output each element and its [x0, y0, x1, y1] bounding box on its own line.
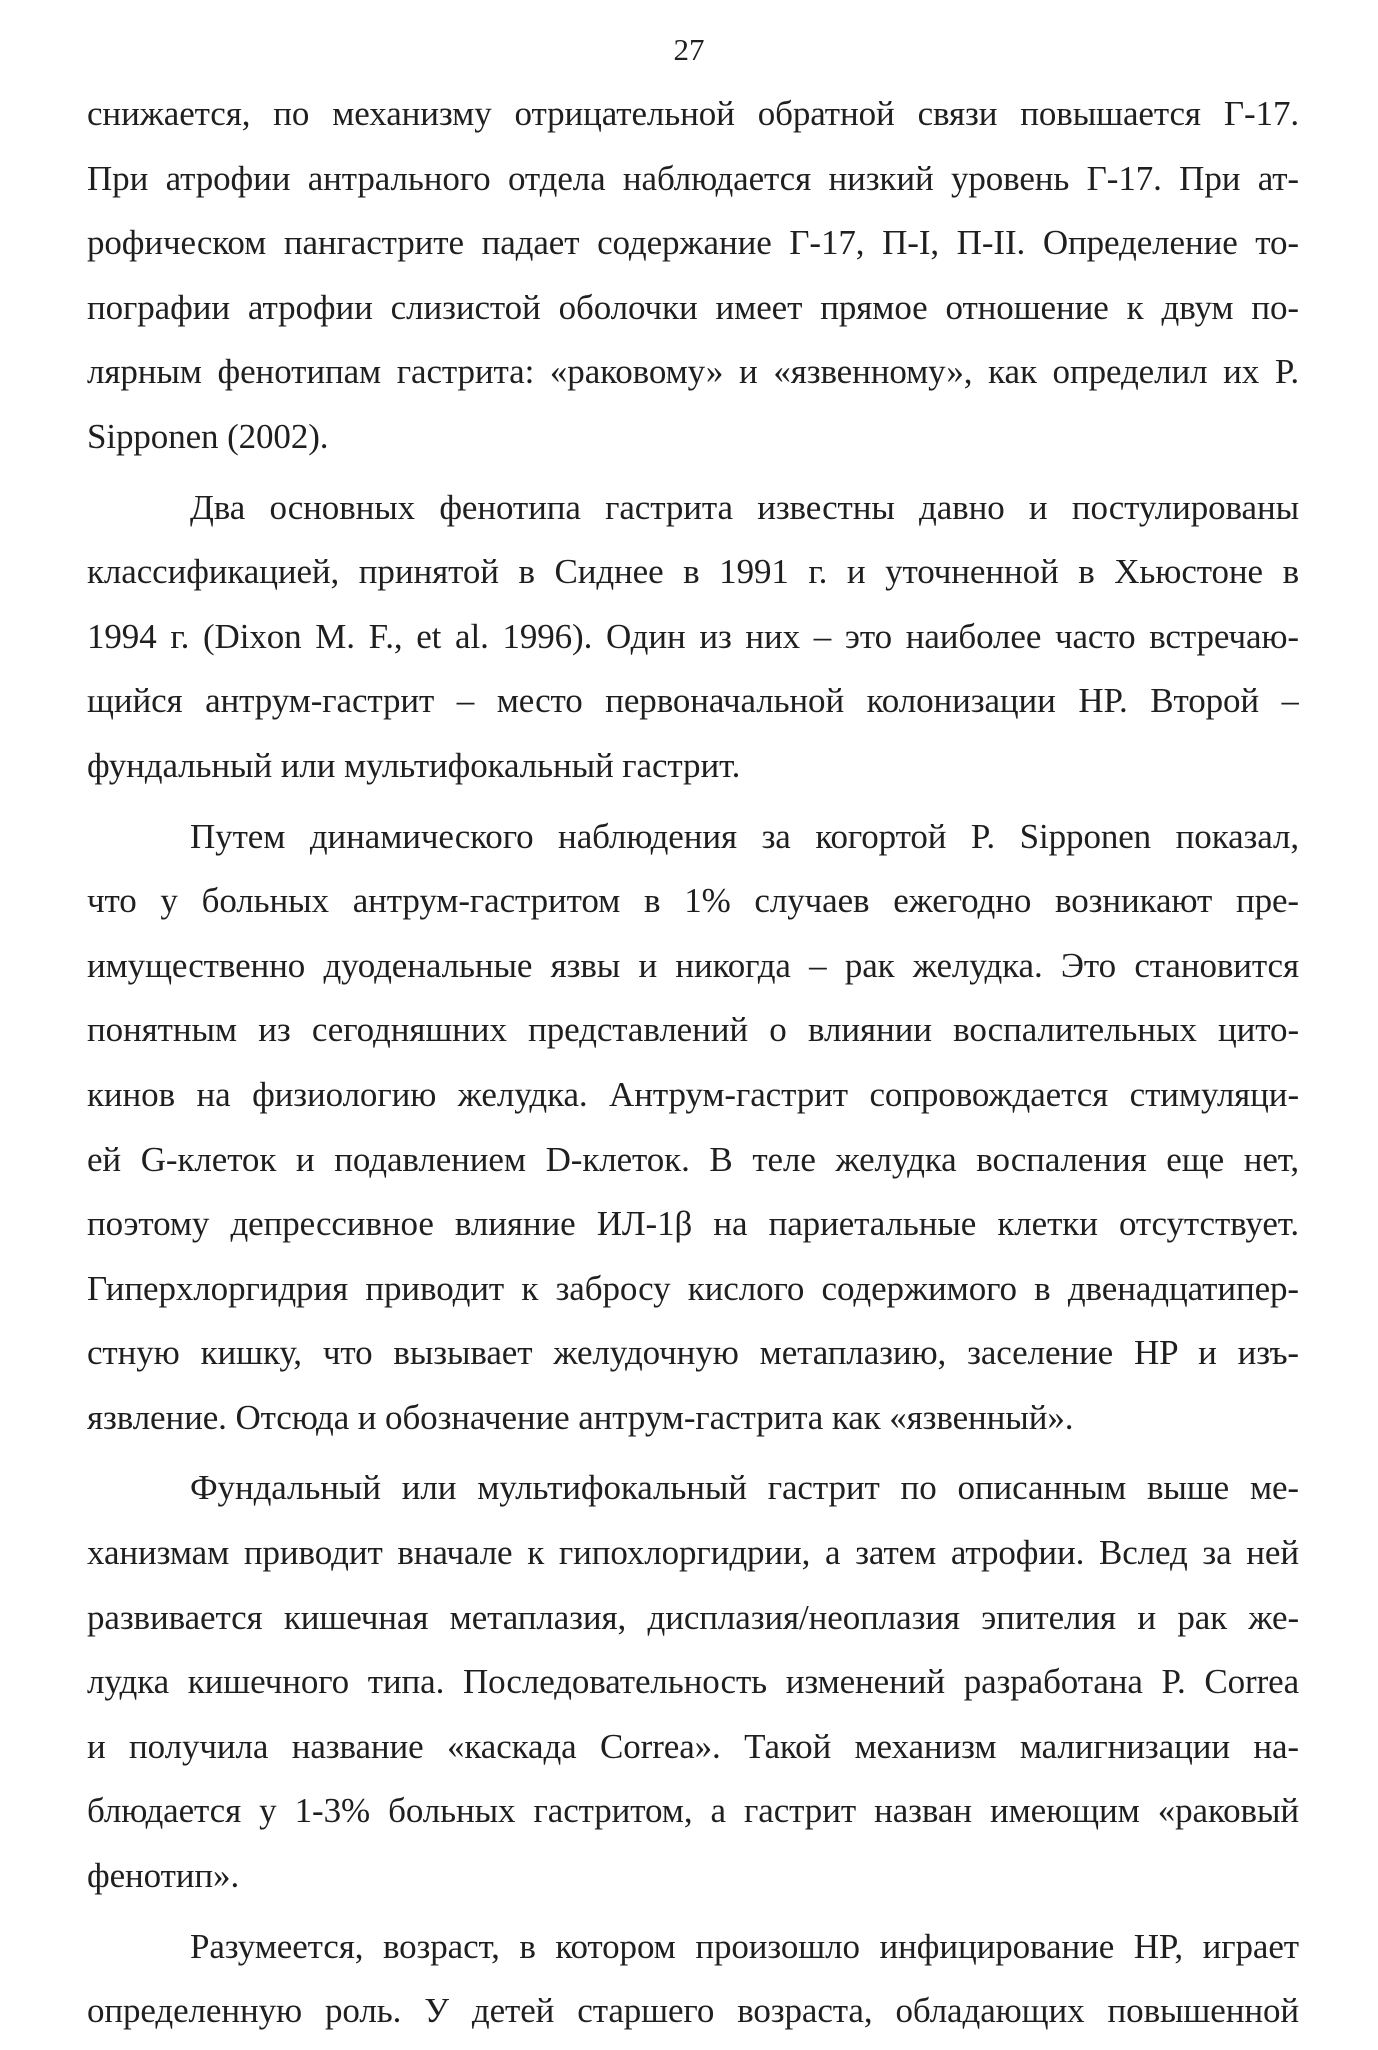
text-line: понятным из сегодняшних представлений о влиянии воспалительных цито-	[87, 1010, 1299, 1050]
text-line: щийся антрум-гастрит – место первоначальной колонизации HP. Второй –	[87, 681, 1299, 721]
text-line: 1994 г. (Dixon M. F., et al. 1996). Один из них – это наиболее часто встречаю-	[87, 616, 1299, 656]
text-line: Sipponen (2002).	[87, 416, 329, 456]
text-line: что у больных антрум-гастритом в 1% случаев ежегодно возникают пре-	[87, 881, 1299, 921]
text-line: развивается кишечная метаплазия, дисплазия/неоплазия эпителия и рак же-	[87, 1597, 1299, 1637]
text-line: и получила название «каскада Correa». Такой механизм малигнизации на-	[87, 1726, 1299, 1766]
text-line: Гиперхлоргидрия приводит к забросу кислого содержимого в двенадцатипер-	[87, 1268, 1299, 1308]
text-line: снижается, по механизму отрицательной обратной связи повышается Г-17.	[87, 94, 1299, 133]
page-number: 27	[673, 32, 705, 67]
text-line: Разумеется, возраст, в котором произошло инфицирование HP, играет	[190, 1926, 1299, 1966]
text-line: блюдается у 1-3% больных гастритом, а гастрит назван имеющим «раковый	[87, 1791, 1299, 1831]
text-line: Два основных фенотипа гастрита известны давно и постулированы	[190, 487, 1299, 527]
text-line: поэтому депрессивное влияние ИЛ-1β на париетальные клетки отсутствует.	[87, 1204, 1299, 1244]
text-line: лярным фенотипам гастрита: «раковому» и «язвенному», как определил их P.	[87, 352, 1299, 392]
body-text	[87, 82, 1299, 2044]
text-line: пографии атрофии слизистой оболочки имеет прямое отношение к двум по-	[87, 287, 1299, 327]
text-line: фенотип».	[87, 1856, 240, 1896]
text-line: лудка кишечного типа. Последовательность изменений разработана P. Correa	[87, 1662, 1299, 1702]
text-line: стную кишку, что вызывает желудочную метаплазию, заселение HP и изъ-	[87, 1333, 1299, 1373]
text-line: фундальный или мультифокальный гастрит.	[87, 745, 741, 785]
text-line: ей G-клеток и подавлением D-клеток. В теле желудка воспаления еще нет,	[87, 1139, 1299, 1179]
text-line: язвление. Отсюда и обозначение антрум-гастрита как «язвенный».	[87, 1397, 1074, 1437]
text-line: рофическом пангастрите падает содержание Г-17, П-I, П-II. Определение то-	[87, 223, 1299, 263]
text-line: кинов на физиологию желудка. Антрум-гастрит сопровождается стимуляци-	[87, 1074, 1299, 1114]
text-line: Фундальный или мультифокальный гастрит по описанным выше ме-	[190, 1468, 1299, 1508]
text-line: При атрофии антрального отдела наблюдается низкий уровень Г-17. При ат-	[87, 158, 1299, 198]
text-line: ханизмам приводит вначале к гипохлоргидрии, а затем атрофии. Вслед за ней	[87, 1533, 1299, 1573]
text-line: определенную роль. У детей старшего возраста, обладающих повышенной	[87, 1991, 1299, 2031]
text-line: Путем динамического наблюдения за когортой P. Sipponen показал,	[190, 816, 1299, 856]
text-line: классификацией, принятой в Сиднее в 1991 г. и уточненной в Хьюстоне в	[87, 552, 1299, 592]
text-line: имущественно дуоденальные язвы и никогда – рак желудка. Это становится	[87, 945, 1299, 985]
